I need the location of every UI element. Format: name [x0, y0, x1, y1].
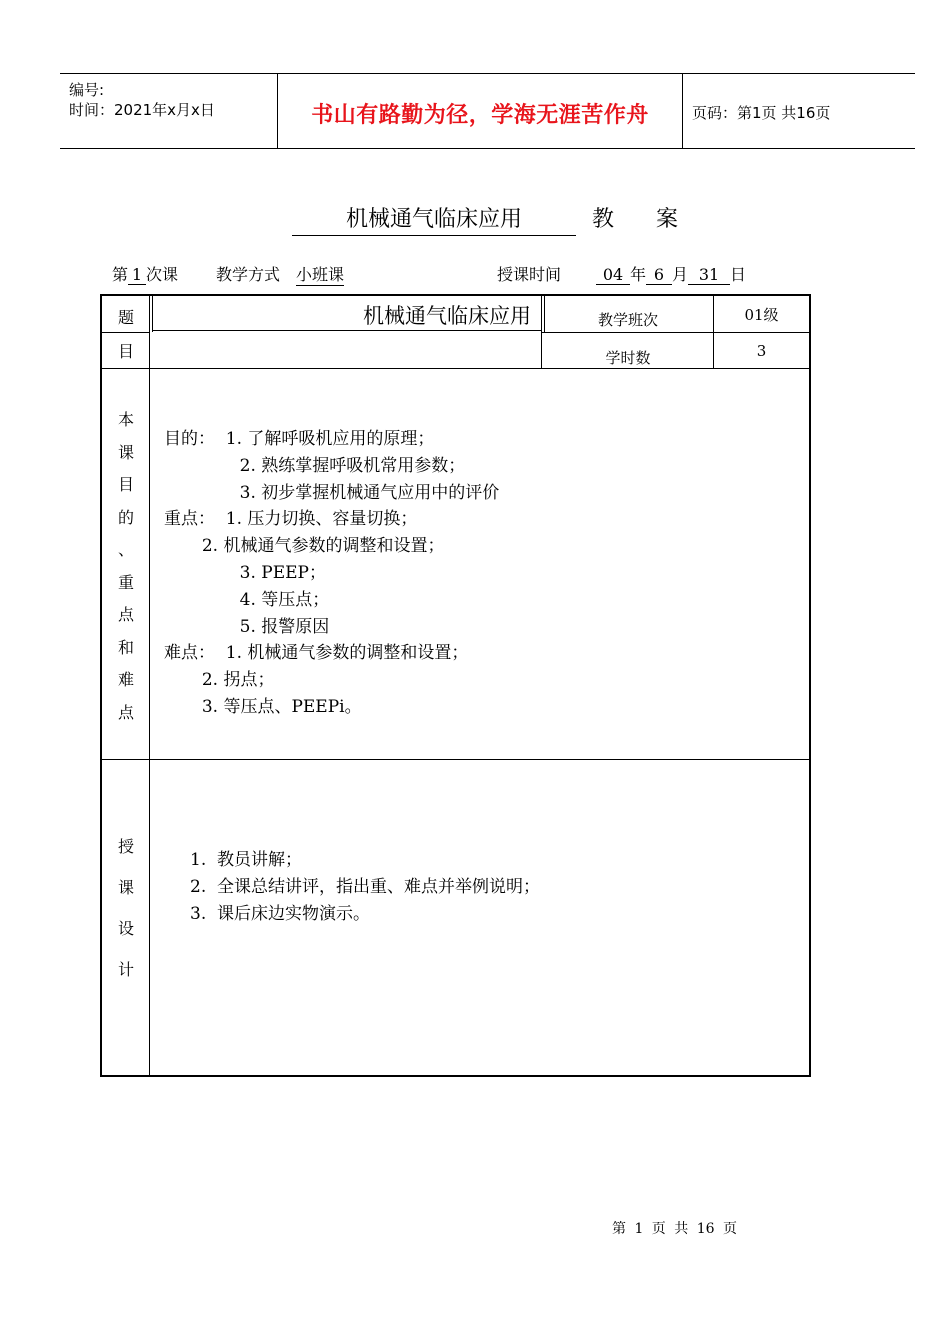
table-divider: [102, 368, 809, 369]
hours-label: 学时数: [605, 349, 651, 367]
course-name-title: 机械通气临床应用: [292, 202, 576, 236]
goals-line: 3. 等压点、PEEPi。: [164, 696, 362, 717]
lesson-number-group: 第 1 次课: [112, 265, 179, 284]
design-row-label: [102, 826, 150, 990]
date-day: 31: [688, 265, 730, 285]
goals-label-char: 本: [117, 410, 134, 429]
goals-line: 2. 机械通气参数的调整和设置；: [164, 536, 445, 557]
topic-label-1: 题: [117, 308, 134, 327]
title-suffix-an: 案: [656, 207, 679, 232]
header-center-cell: [278, 74, 683, 148]
goals-label-char: 和: [117, 637, 134, 657]
hours-value: 3: [756, 342, 767, 360]
design-label-char: 课: [117, 878, 134, 897]
goals-line: 4. 等压点；: [164, 589, 330, 610]
date-month: 6: [646, 265, 672, 285]
method-label: 教学方式: [216, 265, 281, 284]
table-divider: [152, 330, 541, 331]
serial-label: 编号:: [69, 81, 105, 99]
lesson-plan-table: [100, 294, 811, 1077]
goals-line: 重点： 1. 压力切换、容量切换；: [164, 509, 418, 530]
header-right-cell: [683, 74, 915, 148]
table-divider: [102, 759, 809, 760]
time-label-info: 授课时间: [497, 265, 562, 284]
motto: 书山有路勤为径，学海无涯苦作舟: [311, 103, 649, 128]
design-label-char: 授: [117, 837, 134, 856]
class-label: 教学班次: [597, 311, 658, 329]
page-header: [60, 73, 915, 149]
design-line: 3. 课后床边实物演示。: [190, 903, 371, 924]
goals-label-char: 重: [117, 572, 134, 592]
class-value: 01级: [744, 306, 779, 324]
goals-label-char: 难: [117, 670, 134, 689]
goals-content: [164, 426, 499, 721]
goals-label-char: 目: [117, 475, 134, 494]
time-label: 时间：2021年x月x日: [69, 101, 215, 119]
design-line: 1. 教员讲解；: [190, 850, 303, 870]
goals-label-char: 的: [117, 507, 134, 527]
goals-line: 难点： 1. 机械通气参数的调整和设置；: [164, 643, 469, 664]
topic-value: 机械通气临床应用: [363, 304, 531, 328]
title-suffix-jiao: 教: [592, 207, 615, 232]
design-label-char: 计: [117, 960, 134, 979]
goals-line: 2. 拐点；: [164, 670, 275, 691]
goals-line: 目的： 1. 了解呼吸机应用的原理；: [164, 429, 435, 449]
goals-label-char: 、: [117, 540, 134, 559]
goals-line: 2. 熟练掌握呼吸机常用参数；: [164, 455, 466, 476]
header-left-cell: [60, 74, 278, 148]
goals-label-char: 点: [117, 702, 134, 722]
design-line: 2. 全课总结讲评，指出重、难点并举例说明；: [190, 876, 541, 897]
page-footer: 第 1 页 共 16 页: [612, 1221, 737, 1237]
method-value: 小班课: [296, 262, 344, 286]
design-content: [190, 847, 540, 927]
goals-line: 3. 初步掌握机械通气应用中的评价: [164, 482, 500, 503]
goals-label-char: 课: [117, 442, 134, 462]
goals-row-label: [102, 404, 150, 729]
page-info: 页码：第1页 共16页: [692, 104, 831, 122]
date-year: 04: [596, 265, 630, 285]
lesson-number: 1: [128, 265, 146, 285]
topic-label-2: 目: [117, 342, 134, 361]
date-group: 04 年 6 月 31 日: [596, 262, 746, 285]
table-divider: [152, 296, 153, 332]
design-label-char: 设: [117, 919, 134, 938]
goals-label-char: 点: [117, 605, 134, 624]
goals-line: 3. PEEP；: [164, 562, 326, 583]
goals-line: 5. 报警原因: [164, 616, 330, 637]
table-divider: [541, 332, 809, 333]
